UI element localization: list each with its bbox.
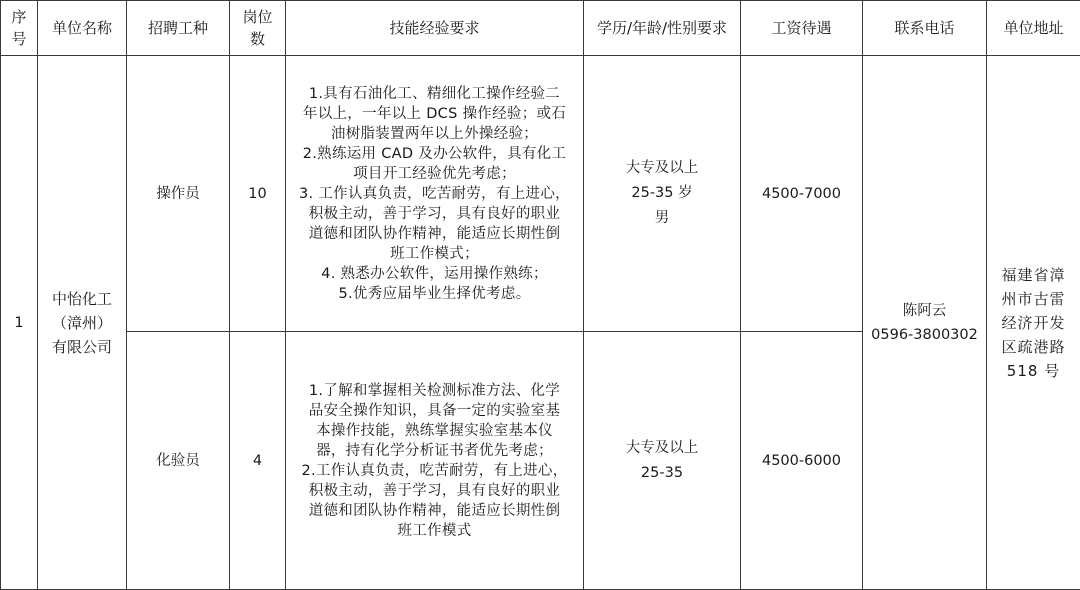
edu-level: 大专及以上 [625, 160, 699, 176]
address-line: 州市古雷 [1001, 289, 1066, 308]
address-line: 518 号 [1006, 361, 1061, 380]
header-edu [584, 1, 741, 56]
contact-phone [863, 56, 987, 590]
header-edu-text: 学历/年龄/性别要求 [596, 19, 728, 37]
header-phone: 联系电话 [863, 1, 987, 56]
header-count [230, 1, 286, 56]
header-row [1, 1, 1080, 56]
requirement-line: 2.工作认真负责，吃苦耐劳，有上进心， [301, 462, 568, 479]
job-salary: 4500-7000 [741, 56, 863, 332]
address-line: 经济开发 [1001, 313, 1066, 332]
header-count-text: 岗位数 [242, 8, 273, 48]
address-line: 区疏港路 [1001, 337, 1066, 356]
job-count: 10 [230, 56, 286, 332]
job-title: 操作员 [127, 56, 230, 332]
contact-name: 陈阿云 [902, 302, 947, 319]
company-line: （漳州） [51, 313, 112, 332]
company-address [987, 56, 1080, 590]
address-line: 福建省漳 [1001, 265, 1066, 284]
job-title: 化验员 [127, 332, 230, 590]
job-count: 4 [230, 332, 286, 590]
company-name-text [38, 287, 126, 359]
address-text [987, 263, 1080, 383]
job-edu [584, 332, 741, 590]
requirement-line: 本操作技能，熟练掌握实验室基本仪 [316, 422, 553, 439]
requirement-line: 4. 熟悉办公软件，运用操作熟练； [321, 265, 548, 282]
requirement-line: 油树脂装置两年以上外操经验； [330, 125, 539, 142]
header-job: 招聘工种 [127, 1, 230, 56]
requirement-line: 积极主动，善于学习，具有良好的职业 [308, 482, 561, 499]
header-salary: 工资待遇 [741, 1, 863, 56]
table-row [1, 56, 1080, 332]
header-requirements: 技能经验要求 [286, 1, 584, 56]
company-line: 中怡化工 [51, 289, 112, 308]
gender: 男 [654, 210, 670, 226]
requirement-line: 年以上，一年以上 DCS 操作经验；或石 [302, 105, 567, 122]
contact-number: 0596-3800302 [871, 326, 978, 343]
requirement-line: 5.优秀应届毕业生择优考虑。 [338, 285, 531, 302]
header-address: 单位地址 [987, 1, 1080, 56]
row-number: 1 [1, 56, 38, 590]
requirement-line: 器，持有化学分析证书者优先考虑； [316, 442, 553, 459]
header-no [1, 1, 38, 56]
requirement-line: 品安全操作知识，具备一定的实验室基 [308, 402, 561, 419]
requirement-line: 1.了解和掌握相关检测标准方法、化学 [308, 382, 561, 399]
header-no-text: 序号 [11, 8, 27, 48]
age-range: 25-35 岁 [631, 185, 693, 201]
requirement-line: 3. 工作认真负责，吃苦耐劳，有上进心， [299, 185, 570, 202]
requirement-line: 2.熟练运用 CAD 及办公软件，具有化工 [302, 145, 567, 162]
header-company: 单位名称 [38, 1, 127, 56]
job-edu [584, 56, 741, 332]
job-salary: 4500-6000 [741, 332, 863, 590]
requirement-line: 积极主动，善于学习，具有良好的职业 [308, 205, 561, 222]
requirement-line: 1.具有石油化工、精细化工操作经验二 [308, 85, 561, 102]
age-range: 25-35 [640, 464, 684, 481]
contact-text [863, 299, 986, 347]
job-requirements [286, 56, 584, 332]
company-line: 有限公司 [51, 337, 112, 356]
edu-level: 大专及以上 [625, 439, 699, 456]
company-name [38, 56, 127, 590]
requirement-line: 道德和团队协作精神，能适应长期性倒 [308, 225, 561, 242]
job-requirements [286, 332, 584, 590]
requirement-line: 班工作模式； [390, 245, 479, 262]
requirement-line: 道德和团队协作精神，能适应长期性倒 [308, 502, 561, 519]
requirement-line: 班工作模式 [397, 522, 472, 539]
requirement-line: 项目开工经验优先考虑； [353, 165, 516, 182]
